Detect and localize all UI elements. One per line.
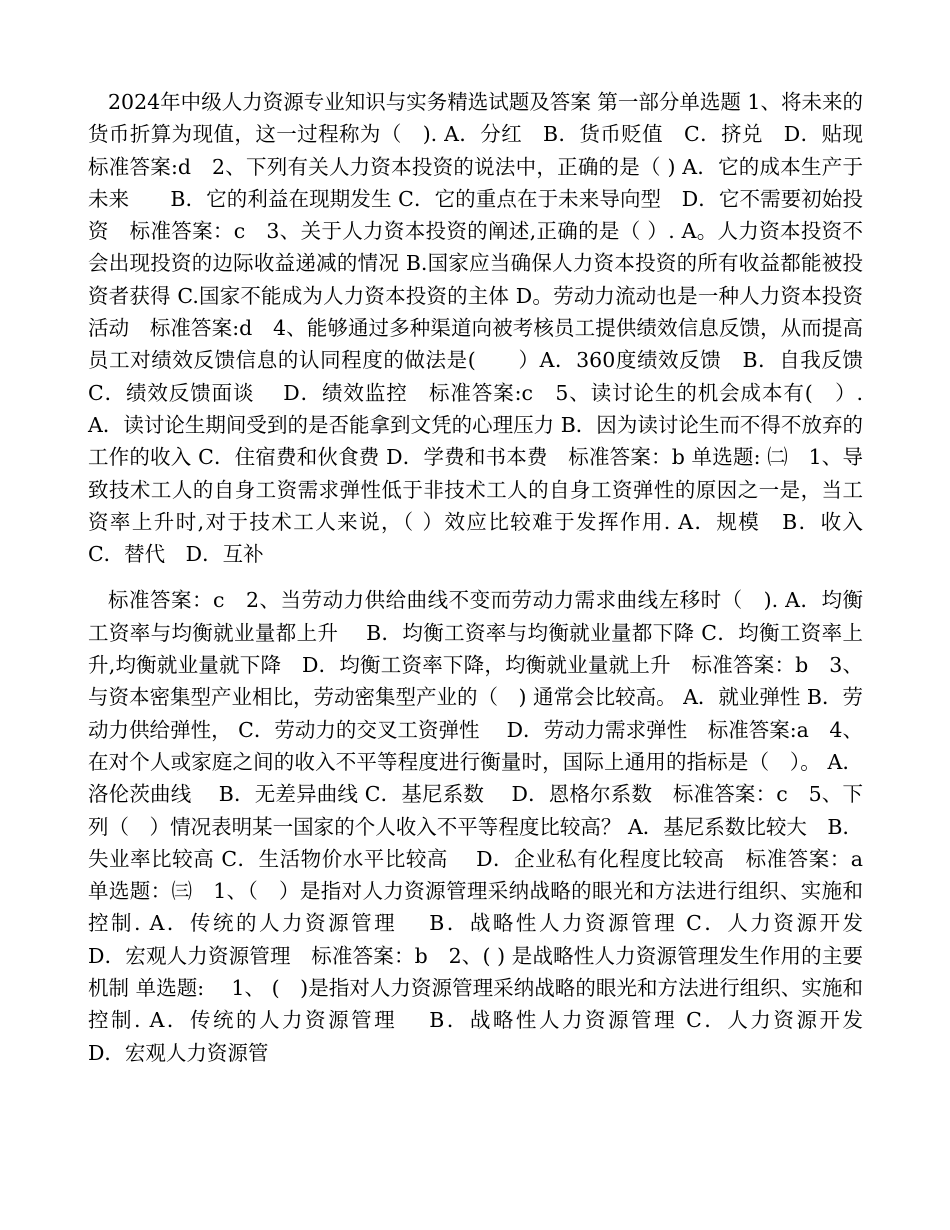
- document-paragraph: 2024年中级人力资源专业知识与实务精选试题及答案 第一部分单选题 1、将未来的货币折算为现值，这一过程称为（ ). A．分红 B．货币贬值 C．挤兑 D．贴现 标准答案:d 2、下列有关人力资本投资的说法中，正确的是（ ) A．它的成本生产于未来 B．它的利益在现期发生 C．它的重点在于未来导向型 D．它不需要初始投资 标准答案：c 3、关于人力资本投资的阐述,正确的是（ ）. A。人力资本投资不会出现投资的边际收益递减的情况 B.国家应当确保人力资本投资的所有收益都能被投资者获得 C.国家不能成为人力资本投资的主体 D。劳动力流动也是一种人力资本投资活动 标准答案:d 4、能够通过多种渠道向被考核员工提供绩效信息反馈，从而提高员工对绩效反馈信息的认同程度的做法是( ）A．360度绩效反馈 B．自我反馈 C．绩效反馈面谈 D．绩效监控 标准答案:c 5、读讨论生的机会成本有( ）. A．读讨论生期间受到的是否能拿到文凭的心理压力 B．因为读讨论生而不得不放弃的工作的收入 C．住宿费和伙食费 D．学费和书本费 标准答案：b 单选题: ㈡ 1、导致技术工人的自身工资需求弹性低于非技术工人的自身工资弹性的原因之一是，当工资率上升时,对于技术工人来说，（ ）效应比较难于发挥作用. A．规模 B．收入 C．替代 D．互补: [88, 90, 891, 567]
- document-paragraph: 标准答案：c 2、当劳动力供给曲线不变而劳动力需求曲线左移时（ ). A．均衡工资率与均衡就业量都上升 B．均衡工资率与均衡就业量都下降 C．均衡工资率上升,均衡就业量就下降 D．均衡工资率下降，均衡就业量就上升 标准答案：b 3、与资本密集型产业相比，劳动密集型产业的（ ) 通常会比较高。 A．就业弹性 B．劳动力供给弹性， C．劳动力的交叉工资弹性 D．劳动力需求弹性 标准答案:a 4、在对个人或家庭之间的收入不平等程度进行衡量时，国际上通用的指标是（ ）。 A．洛伦茨曲线 B．无差异曲线 C．基尼系数 D．恩格尔系数 标准答案：c 5、下列（ ）情况表明某一国家的个人收入不平等程度比较高？ A．基尼系数比较大 B．失业率比较高 C．生活物价水平比较高 D．企业私有化程度比较高 标准答案：a 单选题：㈢ 1、（ ）是指对人力资源管理采纳战略的眼光和方法进行组织、实施和控制. A．传统的人力资源管理 B．战略性人力资源管理 C．人力资源开发 D．宏观人力资源管理 标准答案：b 2、( ) 是战略性人力资源管理发生作用的主要机制 单选题: 1、 ( )是指对人力资源管理采纳战略的眼光和方法进行组织、实施和控制. A．传统的人力资源管理 B．战略性人力资源管理 C．人力资源开发 D．宏观人力资源管: [88, 588, 925, 1065]
- document-page: [88, 86, 925, 1069]
